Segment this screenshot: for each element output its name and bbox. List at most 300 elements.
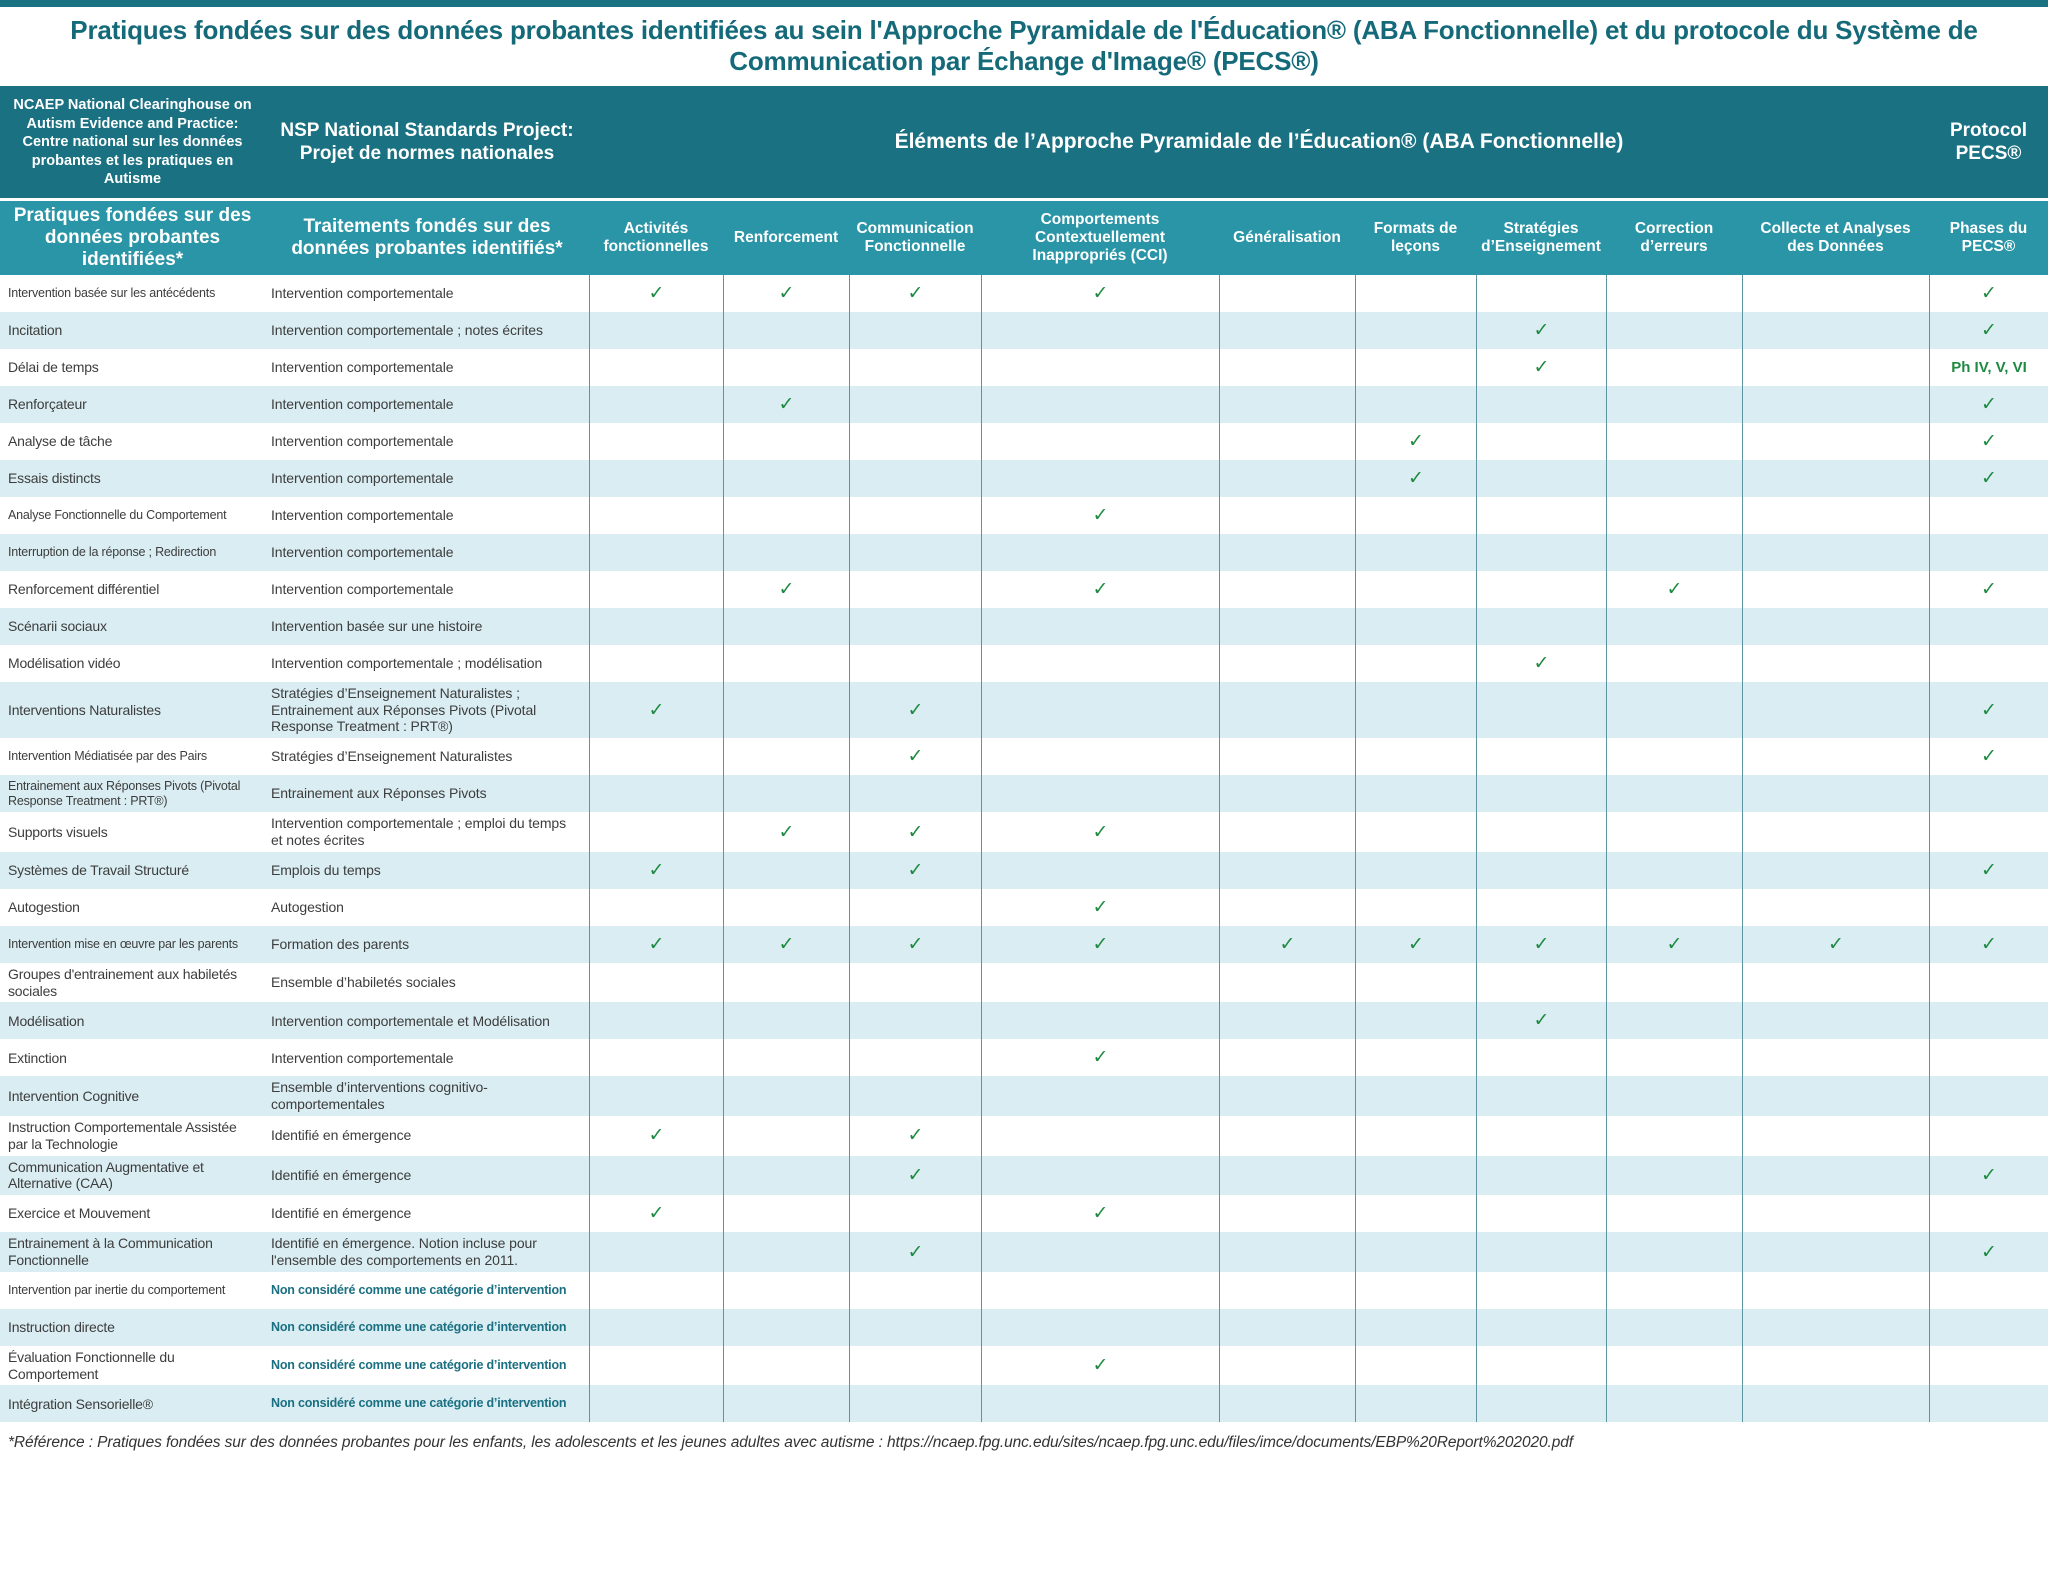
check-icon: ✓ bbox=[1981, 859, 1997, 881]
cell-pecs bbox=[1929, 812, 2048, 852]
cell-corr bbox=[1606, 312, 1742, 349]
practice-cell: Intervention basée sur les antécédents bbox=[8, 285, 216, 300]
column-header-act: Activités fonctionnelles bbox=[603, 220, 709, 256]
cell-coll bbox=[1742, 497, 1929, 534]
cell-comm bbox=[849, 349, 981, 386]
cell-cci bbox=[981, 1346, 1219, 1386]
cell-cci bbox=[981, 386, 1219, 423]
cell-cci bbox=[981, 1156, 1219, 1196]
cell-pecs bbox=[1929, 889, 2048, 926]
practice-cell: Incitation bbox=[8, 321, 63, 338]
cell-comm bbox=[849, 812, 981, 852]
cell-coll bbox=[1742, 1195, 1929, 1232]
check-icon: ✓ bbox=[907, 282, 924, 304]
check-icon: ✓ bbox=[1092, 1203, 1109, 1225]
cell-act bbox=[589, 608, 723, 645]
cell-renf bbox=[723, 812, 849, 852]
cell-gen bbox=[1219, 1232, 1355, 1272]
check-icon: ✓ bbox=[1666, 578, 1683, 600]
cell-act bbox=[589, 571, 723, 608]
cell-cci bbox=[981, 682, 1219, 738]
treatment-cell: Intervention comportementale ; notes écrites bbox=[271, 321, 543, 338]
cell-coll bbox=[1742, 1116, 1929, 1156]
column-header-treatment: Traitements fondés sur des données probantes identifiés* bbox=[291, 216, 563, 260]
cell-corr bbox=[1606, 1002, 1742, 1039]
cell-corr bbox=[1606, 608, 1742, 645]
check-icon: ✓ bbox=[1981, 430, 1997, 452]
check-icon: ✓ bbox=[1092, 1355, 1109, 1377]
cell-comm bbox=[849, 460, 981, 497]
practice-cell: Analyse de tâche bbox=[8, 432, 113, 449]
cell-strat bbox=[1476, 534, 1606, 571]
cell-comm bbox=[849, 1195, 981, 1232]
cell-act bbox=[589, 1385, 723, 1422]
cell-form bbox=[1355, 926, 1476, 963]
check-icon: ✓ bbox=[907, 1125, 924, 1147]
cell-strat bbox=[1476, 926, 1606, 963]
cell-comm bbox=[849, 852, 981, 889]
cell-cci bbox=[981, 423, 1219, 460]
cell-act bbox=[589, 534, 723, 571]
header-ncaep: NCAEP National Clearinghouse on Autism Evidence and Practice: Centre national sur les données probantes et les pratiques en Autisme bbox=[13, 96, 252, 188]
treatment-cell: Intervention comportementale bbox=[271, 395, 454, 412]
cell-strat bbox=[1476, 1076, 1606, 1116]
cell-gen bbox=[1219, 312, 1355, 349]
cell-corr bbox=[1606, 1156, 1742, 1196]
table-row bbox=[0, 1156, 2048, 1196]
practice-cell: Communication Augmentative et Alternative (CAA) bbox=[8, 1158, 204, 1192]
practice-cell: Intervention mise en œuvre par les parents bbox=[8, 936, 238, 951]
check-icon: ✓ bbox=[1981, 319, 1997, 341]
cell-comm bbox=[849, 1039, 981, 1076]
cell-pecs bbox=[1929, 926, 2048, 963]
practice-cell: Scénarii sociaux bbox=[8, 617, 107, 634]
cell-act bbox=[589, 275, 723, 312]
cell-coll bbox=[1742, 1385, 1929, 1422]
cell-pecs bbox=[1929, 1195, 2048, 1232]
table-group-header bbox=[0, 86, 2048, 198]
cell-renf bbox=[723, 349, 849, 386]
check-icon: ✓ bbox=[648, 933, 665, 955]
cell-gen bbox=[1219, 423, 1355, 460]
check-icon: ✓ bbox=[1828, 933, 1844, 955]
practice-cell: Interventions Naturalistes bbox=[8, 701, 161, 718]
cell-renf bbox=[723, 534, 849, 571]
treatment-cell: Stratégies d’Enseignement Naturalistes ; Entrainement aux Réponses Pivots (Pivotal Response Treatment : PRT®) bbox=[271, 684, 537, 735]
cell-corr bbox=[1606, 1346, 1742, 1386]
cell-cci bbox=[981, 645, 1219, 682]
table-row bbox=[0, 1039, 2048, 1076]
check-icon: ✓ bbox=[1981, 1164, 1997, 1186]
cell-gen bbox=[1219, 386, 1355, 423]
column-header-pecs: Phases du PECS® bbox=[1949, 220, 2028, 256]
cell-strat bbox=[1476, 423, 1606, 460]
cell-cci bbox=[981, 1116, 1219, 1156]
check-icon: ✓ bbox=[648, 1203, 665, 1225]
cell-act bbox=[589, 386, 723, 423]
cell-act bbox=[589, 1076, 723, 1116]
cell-comm bbox=[849, 312, 981, 349]
table-row bbox=[0, 738, 2048, 775]
cell-gen bbox=[1219, 1076, 1355, 1116]
cell-coll bbox=[1742, 1232, 1929, 1272]
cell-form bbox=[1355, 812, 1476, 852]
table-row bbox=[0, 608, 2048, 645]
cell-strat bbox=[1476, 497, 1606, 534]
cell-strat bbox=[1476, 275, 1606, 312]
cell-corr bbox=[1606, 571, 1742, 608]
cell-comm bbox=[849, 963, 981, 1003]
cell-act bbox=[589, 926, 723, 963]
cell-pecs bbox=[1929, 571, 2048, 608]
check-icon: ✓ bbox=[1981, 467, 1997, 489]
cell-corr bbox=[1606, 386, 1742, 423]
cell-gen bbox=[1219, 460, 1355, 497]
cell-corr bbox=[1606, 349, 1742, 386]
check-icon: ✓ bbox=[1092, 282, 1109, 304]
table-column-header bbox=[0, 201, 2048, 275]
cell-pecs bbox=[1929, 460, 2048, 497]
check-icon: ✓ bbox=[1092, 896, 1109, 918]
cell-act bbox=[589, 1002, 723, 1039]
cell-comm bbox=[849, 1076, 981, 1116]
column-header-corr: Correction d’erreurs bbox=[1634, 220, 1714, 256]
cell-coll bbox=[1742, 926, 1929, 963]
cell-cci bbox=[981, 534, 1219, 571]
column-header-practice: Pratiques fondées sur des données probantes identifiées* bbox=[13, 205, 252, 271]
check-icon: ✓ bbox=[648, 1125, 665, 1147]
check-icon: ✓ bbox=[648, 699, 665, 721]
cell-form bbox=[1355, 312, 1476, 349]
check-icon: ✓ bbox=[1533, 933, 1550, 955]
check-icon: ✓ bbox=[907, 746, 924, 768]
cell-cci bbox=[981, 889, 1219, 926]
cell-corr bbox=[1606, 682, 1742, 738]
cell-renf bbox=[723, 275, 849, 312]
practice-cell: Essais distincts bbox=[8, 469, 101, 486]
cell-gen bbox=[1219, 1156, 1355, 1196]
cell-coll bbox=[1742, 1002, 1929, 1039]
cell-cci bbox=[981, 1039, 1219, 1076]
cell-pecs bbox=[1929, 682, 2048, 738]
practice-cell: Entrainement à la Communication Fonctionnelle bbox=[8, 1235, 213, 1269]
header-pecs-line1: Protocol bbox=[1949, 119, 2028, 141]
cell-act bbox=[589, 423, 723, 460]
column-header-comm: Communication Fonctionnelle bbox=[856, 220, 974, 256]
cell-act bbox=[589, 852, 723, 889]
practice-cell: Modélisation vidéo bbox=[8, 654, 121, 671]
cell-form bbox=[1355, 1002, 1476, 1039]
cell-renf bbox=[723, 775, 849, 812]
cell-strat bbox=[1476, 1272, 1606, 1309]
cell-coll bbox=[1742, 608, 1929, 645]
cell-comm bbox=[849, 1309, 981, 1346]
top-bar bbox=[0, 0, 2048, 7]
table-row bbox=[0, 963, 2048, 1003]
cell-gen bbox=[1219, 608, 1355, 645]
table-row bbox=[0, 926, 2048, 963]
cell-gen bbox=[1219, 1272, 1355, 1309]
cell-act bbox=[589, 1156, 723, 1196]
cell-renf bbox=[723, 963, 849, 1003]
table-body bbox=[0, 275, 2048, 1423]
check-icon: ✓ bbox=[1981, 393, 1997, 415]
check-icon: ✓ bbox=[1981, 1241, 1997, 1263]
cell-cci bbox=[981, 1385, 1219, 1422]
practice-cell: Intervention Cognitive bbox=[8, 1087, 140, 1104]
cell-comm bbox=[849, 1156, 981, 1196]
treatment-cell: Ensemble d’habiletés sociales bbox=[271, 974, 456, 991]
treatment-cell: Non considéré comme une catégorie d’intervention bbox=[271, 1358, 567, 1373]
cell-renf bbox=[723, 1116, 849, 1156]
cell-renf bbox=[723, 1156, 849, 1196]
table-row bbox=[0, 275, 2048, 312]
table-row bbox=[0, 852, 2048, 889]
cell-act bbox=[589, 645, 723, 682]
practice-cell: Instruction directe bbox=[8, 1318, 115, 1335]
cell-pecs bbox=[1929, 645, 2048, 682]
cell-act bbox=[589, 460, 723, 497]
cell-corr bbox=[1606, 460, 1742, 497]
table-row bbox=[0, 1116, 2048, 1156]
check-icon: ✓ bbox=[1408, 467, 1424, 489]
cell-act bbox=[589, 682, 723, 738]
cell-corr bbox=[1606, 1385, 1742, 1422]
treatment-cell: Autogestion bbox=[271, 898, 344, 915]
cell-coll bbox=[1742, 1346, 1929, 1386]
check-icon: ✓ bbox=[1981, 699, 1997, 721]
cell-gen bbox=[1219, 1039, 1355, 1076]
table-row bbox=[0, 645, 2048, 682]
check-icon: ✓ bbox=[1408, 933, 1424, 955]
cell-strat bbox=[1476, 460, 1606, 497]
check-icon: ✓ bbox=[907, 933, 924, 955]
cell-act bbox=[589, 1309, 723, 1346]
cell-corr bbox=[1606, 1039, 1742, 1076]
footnote: *Référence : Pratiques fondées sur des données probantes pour les enfants, les adolescents et les jeunes adultes avec autisme : https://ncaep.fpg.unc.edu/sites/ncaep.fpg.unc.edu/files/imce/documents/EBP%20Report%202020.pdf bbox=[8, 1434, 1573, 1452]
cell-cci bbox=[981, 812, 1219, 852]
cell-renf bbox=[723, 460, 849, 497]
cell-gen bbox=[1219, 1309, 1355, 1346]
cell-renf bbox=[723, 497, 849, 534]
cell-coll bbox=[1742, 1039, 1929, 1076]
cell-strat bbox=[1476, 571, 1606, 608]
cell-comm bbox=[849, 608, 981, 645]
cell-renf bbox=[723, 1232, 849, 1272]
check-icon: ✓ bbox=[1981, 282, 1997, 304]
cell-form bbox=[1355, 682, 1476, 738]
cell-pecs bbox=[1929, 349, 2048, 386]
treatment-cell: Intervention comportementale ; emploi du temps et notes écrites bbox=[271, 815, 566, 849]
cell-renf bbox=[723, 1385, 849, 1422]
cell-comm bbox=[849, 534, 981, 571]
table-row bbox=[0, 889, 2048, 926]
table-row bbox=[0, 812, 2048, 852]
cell-comm bbox=[849, 1002, 981, 1039]
treatment-cell: Intervention comportementale et Modélisation bbox=[271, 1012, 550, 1029]
check-icon: ✓ bbox=[778, 282, 795, 304]
treatment-cell: Identifié en émergence bbox=[271, 1167, 412, 1184]
cell-comm bbox=[849, 571, 981, 608]
practice-cell: Modélisation bbox=[8, 1012, 85, 1029]
cell-pecs bbox=[1929, 1272, 2048, 1309]
cell-coll bbox=[1742, 682, 1929, 738]
treatment-cell: Intervention basée sur une histoire bbox=[271, 617, 483, 634]
cell-cci bbox=[981, 608, 1219, 645]
table-row bbox=[0, 460, 2048, 497]
cell-act bbox=[589, 1195, 723, 1232]
table-row bbox=[0, 1385, 2048, 1422]
cell-comm bbox=[849, 386, 981, 423]
cell-form bbox=[1355, 1116, 1476, 1156]
treatment-cell: Formation des parents bbox=[271, 935, 409, 952]
check-icon: ✓ bbox=[778, 578, 795, 600]
cell-comm bbox=[849, 423, 981, 460]
practice-cell: Interruption de la réponse ; Redirection bbox=[8, 544, 217, 559]
cell-cci bbox=[981, 275, 1219, 312]
treatment-cell: Ensemble d’interventions cognitivo-comportementales bbox=[271, 1079, 488, 1113]
cell-corr bbox=[1606, 275, 1742, 312]
table-row bbox=[0, 497, 2048, 534]
table-row bbox=[0, 312, 2048, 349]
cell-form bbox=[1355, 534, 1476, 571]
cell-coll bbox=[1742, 1309, 1929, 1346]
cell-form bbox=[1355, 1309, 1476, 1346]
cell-renf bbox=[723, 571, 849, 608]
cell-gen bbox=[1219, 682, 1355, 738]
cell-corr bbox=[1606, 738, 1742, 775]
cell-gen bbox=[1219, 889, 1355, 926]
column-header-renf: Renforcement bbox=[733, 229, 839, 247]
cell-form bbox=[1355, 1272, 1476, 1309]
cell-cci bbox=[981, 1076, 1219, 1116]
cell-form bbox=[1355, 1076, 1476, 1116]
cell-renf bbox=[723, 738, 849, 775]
header-nsp-line2: Projet de normes nationales bbox=[299, 143, 555, 165]
practice-cell: Extinction bbox=[8, 1049, 67, 1066]
check-icon: ✓ bbox=[1092, 933, 1109, 955]
cell-coll bbox=[1742, 889, 1929, 926]
practice-cell: Intégration Sensorielle® bbox=[8, 1395, 153, 1412]
treatment-cell: Intervention comportementale bbox=[271, 1049, 454, 1066]
cell-form bbox=[1355, 1195, 1476, 1232]
cell-gen bbox=[1219, 1195, 1355, 1232]
cell-renf bbox=[723, 312, 849, 349]
cell-gen bbox=[1219, 534, 1355, 571]
cell-comm bbox=[849, 926, 981, 963]
cell-coll bbox=[1742, 1076, 1929, 1116]
cell-comm bbox=[849, 1272, 981, 1309]
practice-cell: Intervention Médiatisée par des Pairs bbox=[8, 749, 207, 764]
cell-form bbox=[1355, 1346, 1476, 1386]
cell-comm bbox=[849, 682, 981, 738]
cell-pecs bbox=[1929, 423, 2048, 460]
cell-cci bbox=[981, 963, 1219, 1003]
cell-renf bbox=[723, 608, 849, 645]
cell-coll bbox=[1742, 852, 1929, 889]
cell-act bbox=[589, 1346, 723, 1386]
check-icon: ✓ bbox=[1666, 933, 1683, 955]
cell-pecs bbox=[1929, 1346, 2048, 1386]
cell-form bbox=[1355, 1232, 1476, 1272]
cell-strat bbox=[1476, 889, 1606, 926]
check-icon: ✓ bbox=[1981, 578, 1997, 600]
check-icon: ✓ bbox=[1533, 356, 1550, 378]
check-icon: ✓ bbox=[1533, 652, 1550, 674]
cell-renf bbox=[723, 1309, 849, 1346]
cell-coll bbox=[1742, 571, 1929, 608]
cell-gen bbox=[1219, 497, 1355, 534]
cell-act bbox=[589, 775, 723, 812]
cell-renf bbox=[723, 682, 849, 738]
cell-pecs bbox=[1929, 852, 2048, 889]
cell-comm bbox=[849, 1116, 981, 1156]
table-row bbox=[0, 1232, 2048, 1272]
treatment-cell: Stratégies d’Enseignement Naturalistes bbox=[271, 748, 513, 765]
column-header-form: Formats de leçons bbox=[1373, 220, 1458, 256]
cell-gen bbox=[1219, 738, 1355, 775]
cell-corr bbox=[1606, 423, 1742, 460]
cell-strat bbox=[1476, 349, 1606, 386]
cell-comm bbox=[849, 1385, 981, 1422]
cell-pecs bbox=[1929, 1076, 2048, 1116]
cell-pecs bbox=[1929, 963, 2048, 1003]
cell-renf bbox=[723, 889, 849, 926]
check-icon: ✓ bbox=[1092, 821, 1109, 843]
table-row bbox=[0, 534, 2048, 571]
cell-strat bbox=[1476, 682, 1606, 738]
cell-act bbox=[589, 1116, 723, 1156]
practice-cell: Renforçateur bbox=[8, 395, 87, 412]
cell-coll bbox=[1742, 423, 1929, 460]
cell-strat bbox=[1476, 775, 1606, 812]
cell-gen bbox=[1219, 926, 1355, 963]
cell-strat bbox=[1476, 963, 1606, 1003]
treatment-cell: Intervention comportementale bbox=[271, 543, 454, 560]
table-row bbox=[0, 571, 2048, 608]
cell-form bbox=[1355, 275, 1476, 312]
cell-comm bbox=[849, 1346, 981, 1386]
cell-corr bbox=[1606, 534, 1742, 571]
cell-pecs bbox=[1929, 1309, 2048, 1346]
cell-corr bbox=[1606, 852, 1742, 889]
practices-table bbox=[0, 86, 2048, 1422]
cell-cci bbox=[981, 775, 1219, 812]
practice-cell: Évaluation Fonctionnelle du Comportement bbox=[8, 1348, 175, 1382]
pecs-phase-text: Ph IV, V, VI bbox=[1951, 358, 2027, 376]
table-row bbox=[0, 775, 2048, 812]
column-header-cci: Comportements Contextuellement Inappropriés (CCI) bbox=[1032, 211, 1168, 265]
cell-corr bbox=[1606, 926, 1742, 963]
cell-strat bbox=[1476, 645, 1606, 682]
cell-act bbox=[589, 889, 723, 926]
check-icon: ✓ bbox=[778, 393, 795, 415]
check-icon: ✓ bbox=[648, 282, 665, 304]
cell-form bbox=[1355, 1385, 1476, 1422]
treatment-cell: Identifié en émergence. Notion incluse pour l'ensemble des comportements en 2011. bbox=[271, 1235, 537, 1269]
column-header-gen: Généralisation bbox=[1233, 229, 1341, 247]
cell-gen bbox=[1219, 963, 1355, 1003]
cell-renf bbox=[723, 1272, 849, 1309]
cell-cci bbox=[981, 571, 1219, 608]
check-icon: ✓ bbox=[778, 933, 795, 955]
cell-strat bbox=[1476, 1195, 1606, 1232]
cell-strat bbox=[1476, 1116, 1606, 1156]
cell-coll bbox=[1742, 275, 1929, 312]
column-header-strat: Stratégies d’Enseignement bbox=[1481, 220, 1601, 256]
cell-pecs bbox=[1929, 312, 2048, 349]
cell-form bbox=[1355, 386, 1476, 423]
